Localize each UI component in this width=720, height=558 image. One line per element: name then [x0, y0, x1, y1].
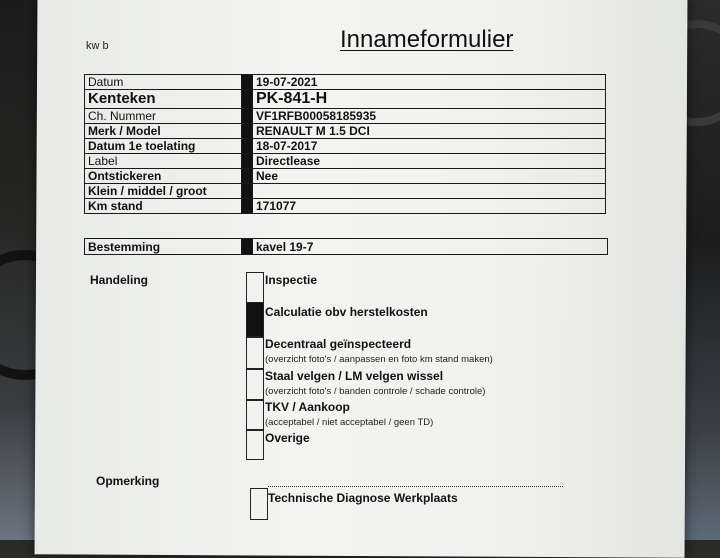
- option-calculatie: Calculatie obv herstelkosten: [265, 305, 428, 319]
- row-marker: [242, 169, 253, 184]
- info-row-merk-model: [85, 124, 606, 139]
- opmerking-dotted-line: [268, 486, 563, 487]
- note-tkv: (acceptabel / niet acceptabel / geen TD): [265, 417, 434, 428]
- checkbox-overige[interactable]: [246, 429, 264, 460]
- row-marker: [242, 154, 253, 169]
- info-row-label: [85, 154, 606, 169]
- info-value: VF1RFB00058185935: [253, 109, 606, 124]
- info-value: Nee: [253, 169, 606, 184]
- info-row-chassis: [85, 109, 606, 124]
- row-marker: [242, 184, 253, 199]
- info-label: Km stand: [85, 199, 242, 214]
- info-label: Label: [85, 154, 242, 169]
- info-value: Directlease: [253, 154, 606, 169]
- row-marker: [242, 75, 253, 90]
- form-title: Innameformulier: [340, 26, 514, 53]
- vehicle-info-table: [84, 74, 606, 214]
- option-decentraal: Decentraal geïnspecteerd: [265, 337, 412, 351]
- info-label: Ontstickeren: [85, 169, 242, 184]
- info-value: [253, 184, 606, 199]
- info-label: Merk / Model: [85, 124, 242, 139]
- form-code: kw b: [86, 40, 109, 52]
- checkbox-tkv[interactable]: [246, 399, 264, 431]
- checkbox-calculatie[interactable]: [246, 302, 264, 338]
- checkbox-velgen[interactable]: [246, 368, 264, 401]
- info-label: Datum: [85, 75, 242, 90]
- checkbox-decentraal[interactable]: [246, 336, 264, 370]
- bestemming-label: Bestemming: [85, 239, 242, 255]
- info-row-km-stand: [85, 199, 606, 214]
- info-value: 18-07-2017: [253, 139, 606, 154]
- option-velgen: Staal velgen / LM velgen wissel: [265, 369, 444, 383]
- info-label: Kenteken: [85, 90, 242, 109]
- checkbox-inspectie[interactable]: [246, 272, 264, 304]
- info-row-kenteken: [85, 90, 606, 109]
- info-value: 171077: [253, 199, 606, 214]
- info-label: Klein / middel / groot: [85, 184, 242, 199]
- info-value: 19-07-2021: [253, 75, 606, 90]
- row-marker: [242, 109, 253, 124]
- bestemming-table: [84, 238, 608, 255]
- row-marker: [242, 124, 253, 139]
- row-marker: [242, 139, 253, 154]
- bestemming-value: kavel 19-7: [253, 239, 608, 255]
- option-inspectie: Inspectie: [265, 273, 318, 287]
- info-row-datum: [85, 75, 606, 90]
- info-row-ontstickeren: [85, 169, 606, 184]
- row-marker: [242, 90, 253, 109]
- note-velgen: (overzicht foto's / banden controle / schade controle): [265, 386, 486, 397]
- info-value: PK-841-H: [253, 90, 606, 109]
- note-decentraal: (overzicht foto's / aanpassen en foto km stand maken): [265, 354, 493, 365]
- info-value: RENAULT M 1.5 DCI: [253, 124, 606, 139]
- row-marker: [242, 199, 253, 214]
- info-label: Ch. Nummer: [85, 109, 242, 124]
- bestemming-row: [85, 239, 608, 255]
- opmerking-label: Opmerking: [96, 474, 160, 488]
- option-overige: Overige: [265, 431, 310, 445]
- checkbox-technische-diagnose[interactable]: [250, 488, 268, 520]
- info-row-formaat: [85, 184, 606, 199]
- handeling-label: Handeling: [90, 273, 149, 287]
- option-tkv: TKV / Aankoop: [265, 400, 350, 414]
- info-label: Datum 1e toelating: [85, 139, 242, 154]
- technische-diagnose-label: Technische Diagnose Werkplaats: [268, 491, 458, 505]
- row-marker: [242, 239, 253, 255]
- info-row-datum-toelating: [85, 139, 606, 154]
